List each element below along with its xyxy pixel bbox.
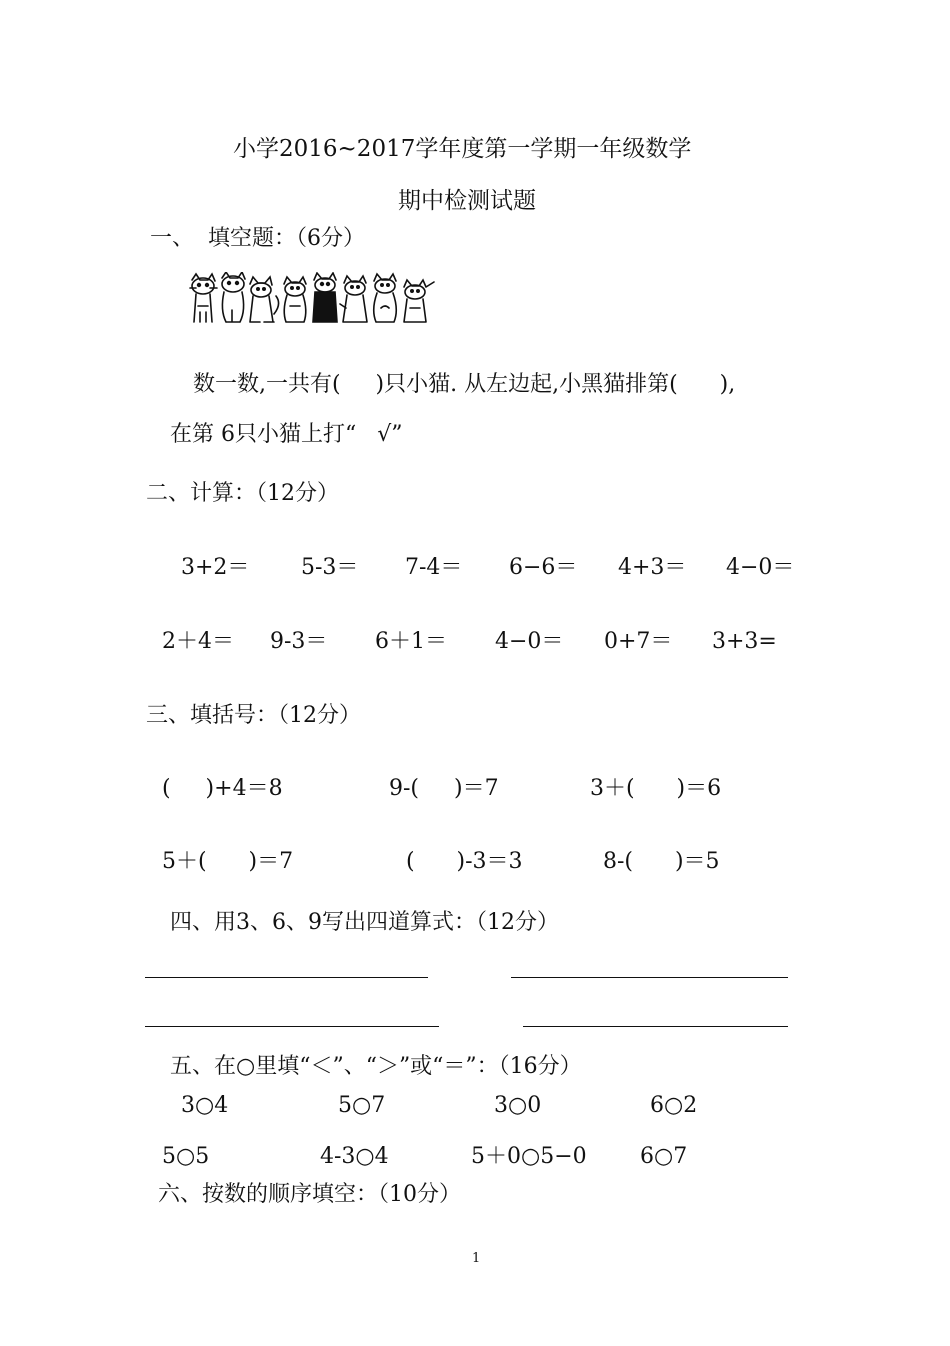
compare-item: 6○7 xyxy=(640,1144,688,1169)
section1-question-line2: 在第 6只小猫上打“ √” xyxy=(170,422,403,447)
answer-line xyxy=(511,977,788,978)
bracket-item: 5＋( )＝7 xyxy=(162,849,294,874)
bracket-item: ( )+4＝8 xyxy=(162,776,283,801)
calc-item: 4+3＝ xyxy=(618,555,687,580)
bracket-item: 3＋( )＝6 xyxy=(590,776,722,801)
compare-item: 5＋0○5−0 xyxy=(471,1144,587,1169)
answer-line xyxy=(145,977,428,978)
cat-8-figure xyxy=(404,280,434,322)
bracket-item: ( )-3＝3 xyxy=(406,849,523,874)
calc-item: 2＋4＝ xyxy=(162,629,234,654)
compare-item: 3○4 xyxy=(181,1093,229,1118)
black-cat-figure xyxy=(313,273,337,322)
section5-heading: 五、在○里填“＜”、“＞”或“＝”：（16分） xyxy=(170,1054,582,1079)
cat-7-figure xyxy=(374,274,397,322)
section4-heading: 四、用3、6、9写出四道算式：（12分） xyxy=(170,910,559,935)
section3-heading: 三、填括号：（12分） xyxy=(146,703,361,728)
cat-1-figure xyxy=(190,274,217,322)
compare-item: 4-3○4 xyxy=(320,1144,389,1169)
compare-item: 5○5 xyxy=(162,1144,210,1169)
cat-2-figure xyxy=(222,272,245,322)
cat-6-figure xyxy=(340,276,367,322)
calc-item: 3+2＝ xyxy=(181,555,250,580)
calc-item: 4−0＝ xyxy=(726,555,795,580)
bracket-item: 9-( )＝7 xyxy=(389,776,499,801)
answer-line xyxy=(145,1026,439,1027)
cat-4-figure xyxy=(284,277,306,322)
page-number: 1 xyxy=(472,1251,481,1266)
calc-item: 9-3＝ xyxy=(270,629,328,654)
page-subtitle: 期中检测试题 xyxy=(398,188,536,214)
cat-3-figure xyxy=(250,277,279,322)
calc-item: 5-3＝ xyxy=(301,555,359,580)
calc-item: 3+3= xyxy=(712,629,777,654)
compare-item: 5○7 xyxy=(338,1093,386,1118)
compare-item: 6○2 xyxy=(650,1093,698,1118)
calc-item: 7-4＝ xyxy=(405,555,463,580)
section6-heading: 六、按数的顺序填空：（10分） xyxy=(158,1182,461,1207)
calc-item: 6−6＝ xyxy=(509,555,578,580)
section2-heading: 二、计算：（12分） xyxy=(146,481,339,506)
calc-item: 6＋1＝ xyxy=(375,629,447,654)
compare-item: 3○0 xyxy=(494,1093,542,1118)
answer-line xyxy=(523,1026,788,1027)
bracket-item: 8-( )＝5 xyxy=(603,849,720,874)
section1-heading: 一、 填空题：（6分） xyxy=(150,226,365,251)
section1-question-line1: 数一数,一共有( )只小猫. 从左边起,小黑猫排第( ), xyxy=(193,372,736,397)
calc-item: 4−0＝ xyxy=(495,629,564,654)
kittens-illustration xyxy=(188,272,438,332)
calc-item: 0+7＝ xyxy=(604,629,673,654)
page-title: 小学2016~2017学年度第一学期一年级数学 xyxy=(233,136,692,162)
